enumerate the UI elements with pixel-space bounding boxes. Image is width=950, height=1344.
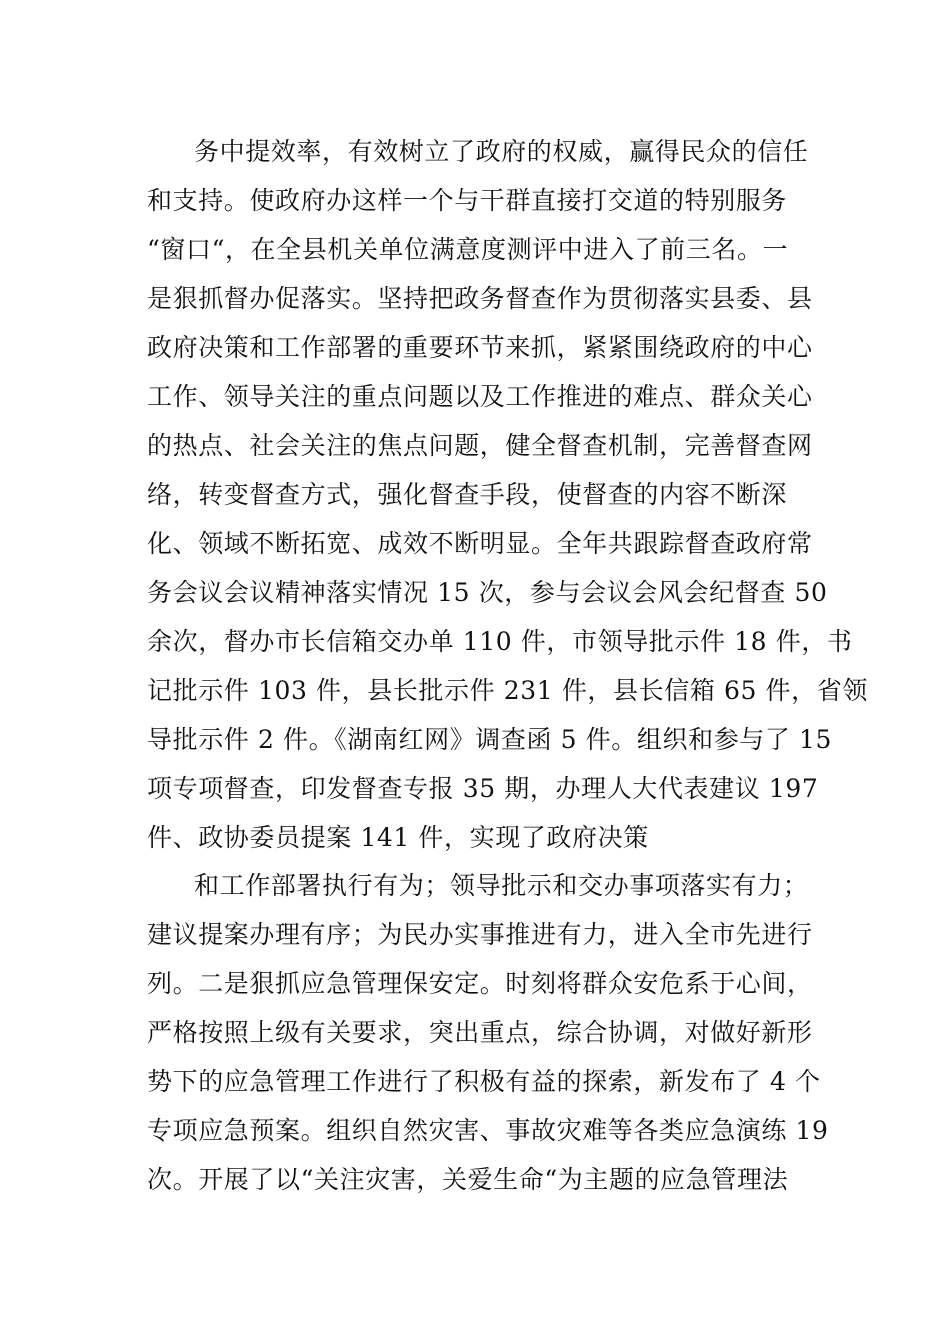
paragraph-2 bbox=[147, 861, 829, 1204]
text-line: 化、领域不断拓宽、成效不断明显。全年共跟踪督查政府常 bbox=[147, 529, 813, 558]
text-line: 工作、领导关注的重点问题以及工作推进的难点、群众关心 bbox=[147, 382, 813, 411]
text-line: 的热点、社会关注的焦点问题，健全督查机制，完善督查网 bbox=[147, 431, 813, 460]
text-line: 次。开展了以“关注灾害，关爱生命“为主题的应急管理法 bbox=[147, 1165, 789, 1194]
text-line: 和工作部署执行有为；领导批示和交办事项落实有力； bbox=[194, 871, 809, 900]
text-line: 记批示件 103 件，县长批示件 231 件，县长信箱 65 件，省领 bbox=[147, 676, 868, 705]
text-line: 务会议会议精神落实情况 15 次，参与会议会风会纪督查 50 bbox=[147, 578, 828, 607]
text-line: 政府决策和工作部署的重要环节来抓，紧紧围绕政府的中心 bbox=[147, 333, 813, 362]
text-line: 络，转变督查方式，强化督查手段，使督查的内容不断深 bbox=[147, 480, 788, 509]
text-line: 件、政协委员提案 141 件，实现了政府决策 bbox=[147, 823, 649, 852]
text-line: 势下的应急管理工作进行了积极有益的探索，新发布了 4 个 bbox=[147, 1067, 821, 1096]
text-line: 是狠抓督办促落实。坚持把政务督查作为贯彻落实县委、县 bbox=[147, 284, 813, 313]
text-line: 建议提案办理有序；为民办实事推进有力，进入全市先进行 bbox=[147, 920, 813, 949]
text-line: 专项应急预案。组织自然灾害、事故灾难等各类应急演练 19 bbox=[147, 1116, 829, 1145]
text-line: 列。二是狠抓应急管理保安定。时刻将群众安危系于心间， bbox=[147, 969, 813, 998]
text-line: “窗口“，在全县机关单位满意度测评中进入了前三名。一 bbox=[147, 235, 789, 264]
text-line: 和支持。使政府办这样一个与干群直接打交道的特别服务 bbox=[147, 186, 788, 215]
text-line: 严格按照上级有关要求，突出重点，综合协调，对做好新形 bbox=[147, 1018, 813, 1047]
text-line: 余次，督办市长信箱交办单 110 件，市领导批示件 18 件，书 bbox=[147, 627, 853, 656]
text-line: 项专项督查，印发督查专报 35 期，办理人大代表建议 197 bbox=[147, 774, 819, 803]
text-line: 导批示件 2 件。《湖南红网》调查函 5 件。组织和参与了 15 bbox=[147, 725, 833, 754]
text-line: 务中提效率，有效树立了政府的权威，赢得民众的信任 bbox=[194, 137, 809, 166]
paragraph-1 bbox=[147, 127, 868, 862]
